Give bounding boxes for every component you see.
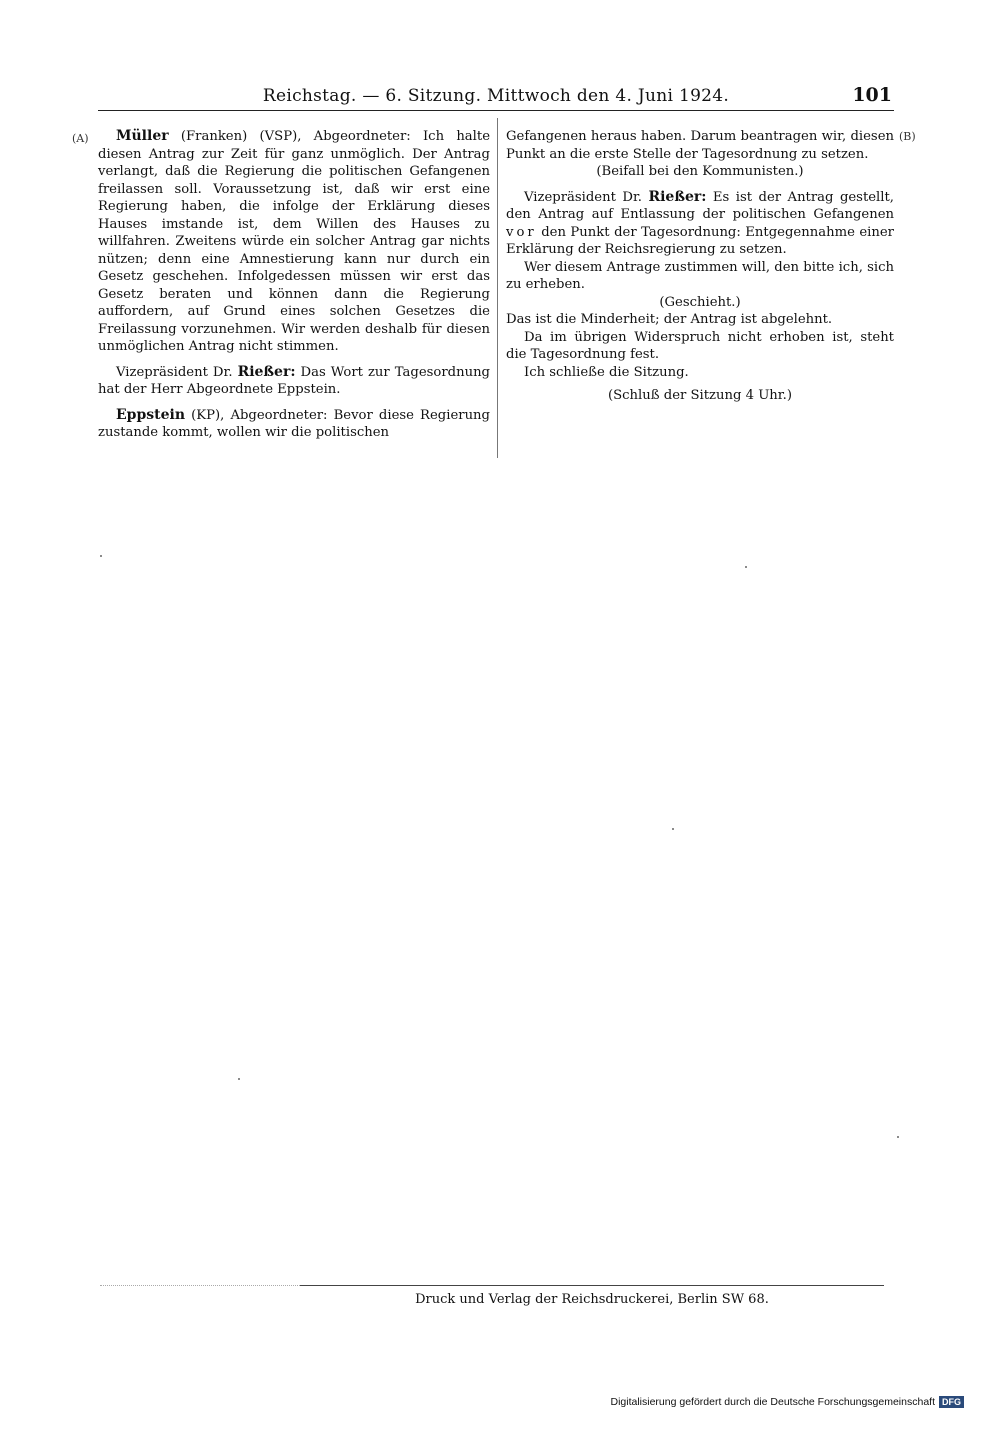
scan-speck xyxy=(238,1078,240,1080)
dfg-logo-icon: DFG xyxy=(939,1396,964,1408)
page-title: Reichstag. — 6. Sitzung. Mittwoch den 4. Juni 1924. xyxy=(262,86,730,106)
imprint: Druck und Verlag der Reichsdruckerei, Berlin SW 68. xyxy=(415,1292,769,1307)
digitization-credit xyxy=(610,1396,964,1408)
header-rule xyxy=(98,110,894,111)
margin-marker-right: (B) xyxy=(899,130,916,143)
left-column xyxy=(98,128,490,442)
speaker-title: Vizepräsident Dr. xyxy=(524,189,649,205)
speaker-name: Rießer: xyxy=(237,363,296,380)
speech-text: Das Wort zur Tagesordnung hat der Herr Abgeordnete Eppstein. xyxy=(98,364,490,397)
right-column xyxy=(506,128,894,405)
scan-speck xyxy=(897,1136,899,1138)
speech-mueller xyxy=(98,128,490,356)
scan-speck xyxy=(745,566,747,568)
speaker-name: Müller xyxy=(116,128,169,144)
vote-call: Wer diesem Antrage zustimmen will, den bitte ich, sich zu erheben. xyxy=(506,259,894,292)
margin-marker-left: (A) xyxy=(72,132,89,145)
action-note: (Geschieht.) xyxy=(659,294,741,310)
speech-text: den Punkt der Tagesordnung: Entgegennahme einer Erklärung der Reichsregierung zu setzen. xyxy=(506,224,894,257)
speech-vizepraesident xyxy=(506,189,894,259)
speech-text: (KP), Abgeordneter: Bevor diese Regierung zustande kommt, wollen wir die politischen xyxy=(98,407,490,440)
speaker-name: Rießer: xyxy=(648,188,707,205)
speech-eppstein xyxy=(98,407,490,442)
speech-text: Es ist der Antrag gestellt, den Antrag auf Entlassung der politischen Gefangenen xyxy=(506,189,894,222)
applause-note: (Beifall bei den Kommunisten.) xyxy=(596,164,804,179)
page-number: 101 xyxy=(852,84,892,106)
emphasis-spaced: vor xyxy=(506,224,537,240)
footer-rule-dotted xyxy=(100,1285,300,1286)
speaker-title: Vizepräsident Dr. xyxy=(116,364,238,380)
page-header xyxy=(98,86,894,110)
scan-speck xyxy=(672,828,674,830)
scan-speck xyxy=(100,555,102,557)
vote-result: Das ist die Minderheit; der Antrag ist abgelehnt. xyxy=(506,312,833,327)
footer-rule xyxy=(300,1285,884,1286)
speaker-name: Eppstein xyxy=(116,406,186,423)
speech-continuation: Gefangenen heraus haben. Darum beantragen wir, diesen Punkt an die erste Stelle der Tagesordnung zu setzen. xyxy=(506,129,894,162)
digitization-text: Digitalisierung gefördert durch die Deutsche Forschungsgemeinschaft xyxy=(610,1396,935,1408)
column-divider xyxy=(497,118,498,458)
agenda-note: Da im übrigen Widerspruch nicht erhoben ist, steht die Tagesordnung fest. xyxy=(506,329,894,362)
speech-vizepraesident xyxy=(98,364,490,399)
session-end-note: (Schluß der Sitzung 4 Uhr.) xyxy=(607,388,792,403)
speech-text: (Franken) (VSP), Abgeordneter: Ich halte diesen Antrag zur Zeit für ganz unmöglich. Der Antrag verlangt, daß die Regierung die politischen Gefangenen freilassen soll. Voraussetzung ist, daß wir erst eine Regierung haben, die infolge der Erklärung dieses Hauses imstande ist, dem Willen des Hauses zu willfahren. Zweitens würde ein solcher Antrag gar nichts nützen; denn eine Amnestierung kann nur durch ein Gesetz geschehen. Infolgedessen müssen wir erst das Gesetz beraten und können dann die Regierung auffordern, auf Grund eines solchen Gesetzes die Freilassung vorzunehmen. Wir werden deshalb für diesen unmöglichen Antrag nicht stimmen. xyxy=(98,129,490,354)
closing-statement: Ich schließe die Sitzung. xyxy=(524,364,689,380)
